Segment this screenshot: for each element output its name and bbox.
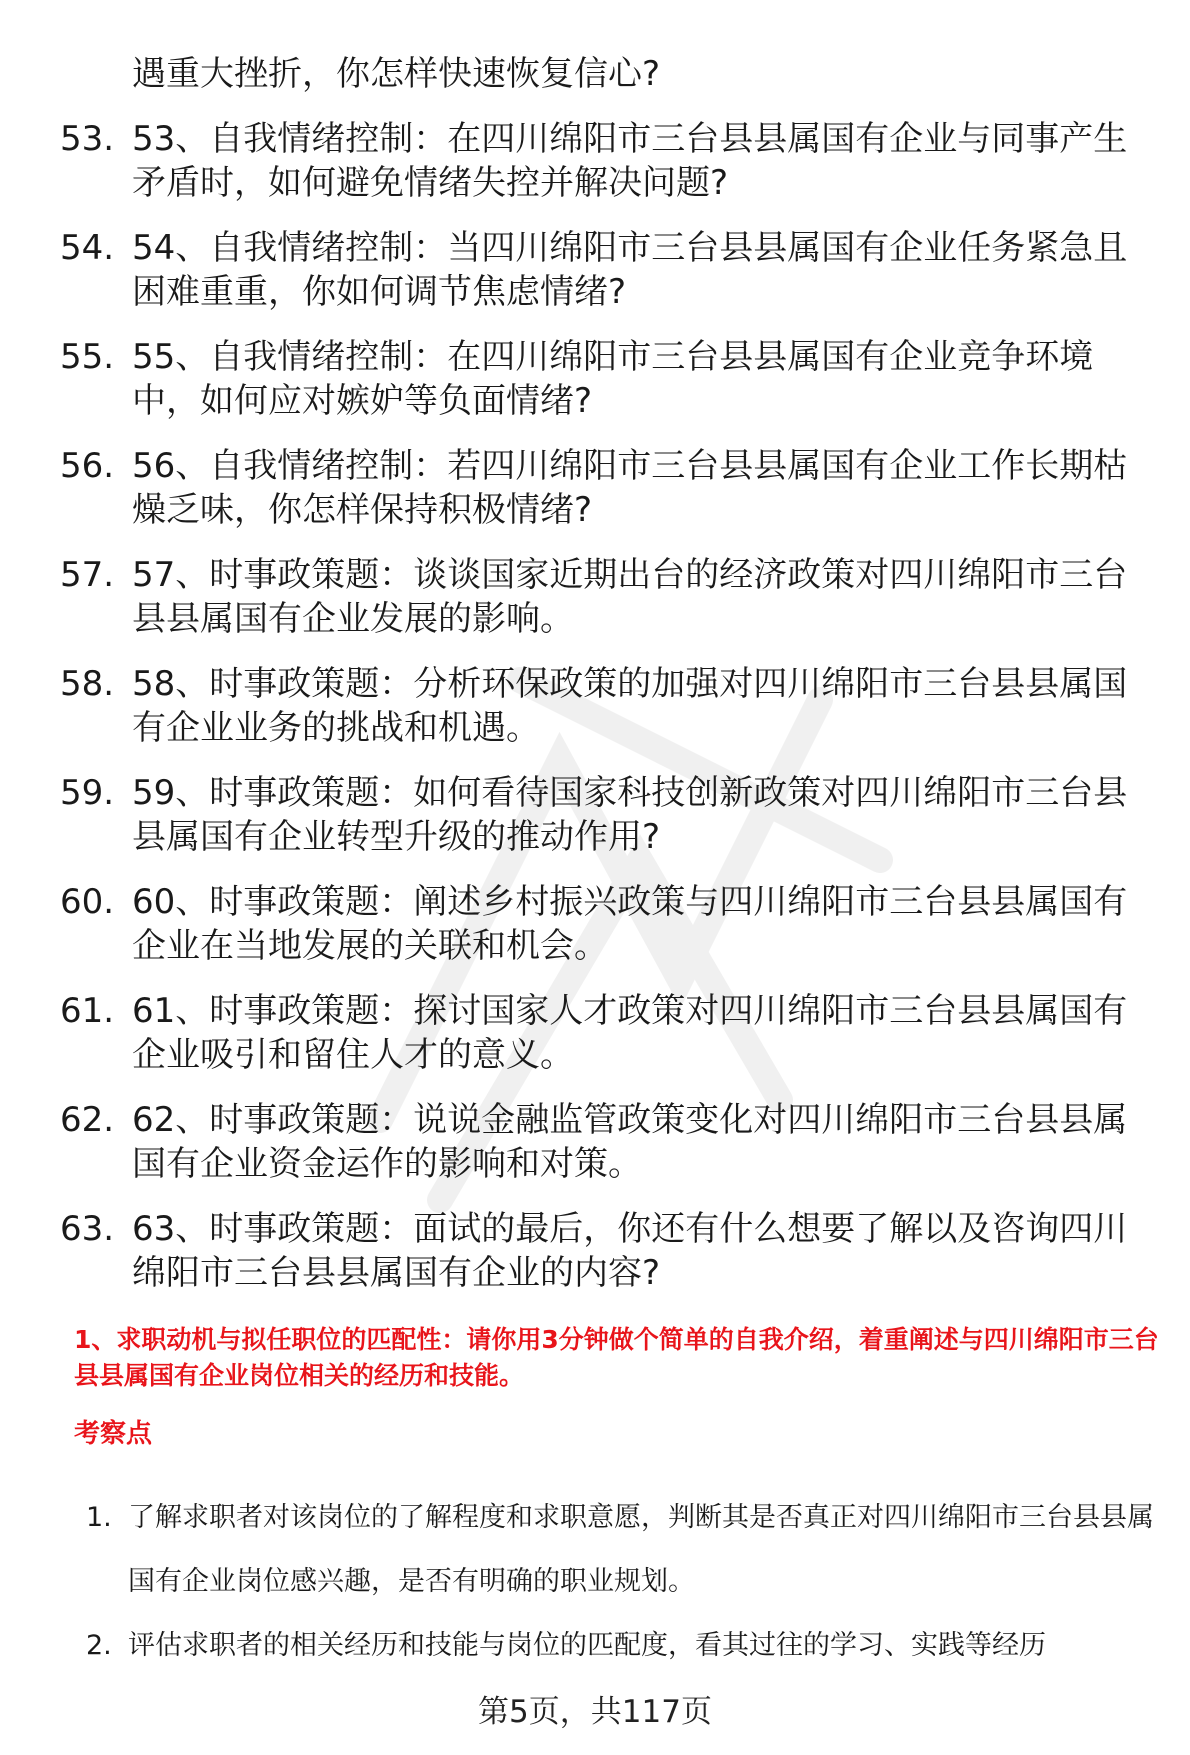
assessment-points-label: 考察点 [74, 1419, 153, 1449]
question-text: 60、时事政策题：阐述乡村振兴政策与四川绵阳市三台县县属国有企业在当地发展的关联和机会。 [132, 882, 1128, 966]
question-text: 57、时事政策题：谈谈国家近期出台的经济政策对四川绵阳市三台县县属国有企业发展的影响。 [132, 555, 1128, 639]
assessment-point-number: 2. [86, 1630, 112, 1661]
assessment-point [86, 1486, 1156, 1614]
assessment-points-list [86, 1486, 1156, 1678]
question-item [60, 1207, 1160, 1295]
question-item [60, 226, 1160, 314]
assessment-point-text: 了解求职者对该岗位的了解程度和求职意愿，判断其是否真正对四川绵阳市三台县县属国有企业岗位感兴趣，是否有明确的职业规划。 [128, 1502, 1154, 1597]
question-item [60, 1098, 1160, 1186]
question-text: 63、时事政策题：面试的最后，你还有什么想要了解以及咨询四川绵阳市三台县县属国有企业的内容? [132, 1209, 1128, 1293]
question-item [60, 771, 1160, 859]
question-item [60, 117, 1160, 205]
question-item [60, 880, 1160, 968]
question-number: 61. [60, 991, 115, 1031]
question-text: 53、自我情绪控制：在四川绵阳市三台县县属国有企业与同事产生矛盾时，如何避免情绪失控并解决问题? [132, 119, 1128, 203]
question-text: 54、自我情绪控制：当四川绵阳市三台县县属国有企业任务紧急且困难重重，你如何调节焦虑情绪? [132, 228, 1128, 312]
question-text: 58、时事政策题：分析环保政策的加强对四川绵阳市三台县县属国有企业业务的挑战和机遇。 [132, 664, 1128, 748]
question-number: 54. [60, 228, 115, 268]
question-list [60, 52, 1160, 1316]
question-item [60, 444, 1160, 532]
question-number: 56. [60, 446, 115, 486]
question-number: 58. [60, 664, 115, 704]
question-number: 60. [60, 882, 115, 922]
answer-section-title: 1、求职动机与拟任职位的匹配性：请你用3分钟做个简单的自我介绍，着重阐述与四川绵阳市三台县县属国有企业岗位相关的经历和技能。 [74, 1325, 1159, 1390]
question-text: 56、自我情绪控制：若四川绵阳市三台县县属国有企业工作长期枯燥乏味，你怎样保持积极情绪? [132, 446, 1128, 530]
question-item [60, 52, 1160, 96]
page-footer: 第5页，共117页 [478, 1694, 712, 1730]
question-number: 53. [60, 119, 115, 159]
question-text: 55、自我情绪控制：在四川绵阳市三台县县属国有企业竞争环境中，如何应对嫉妒等负面情绪? [132, 337, 1094, 421]
question-number: 62. [60, 1100, 115, 1140]
question-number: 63. [60, 1209, 115, 1249]
question-item [60, 553, 1160, 641]
question-number: 55. [60, 337, 115, 377]
question-item [60, 335, 1160, 423]
question-item [60, 662, 1160, 750]
assessment-point-text: 评估求职者的相关经历和技能与岗位的匹配度，看其过往的学习、实践等经历 [128, 1630, 1046, 1661]
assessment-point-number: 1. [86, 1502, 112, 1533]
question-text: 遇重大挫折，你怎样快速恢复信心? [132, 54, 661, 94]
question-item [60, 989, 1160, 1077]
question-number: 59. [60, 773, 115, 813]
question-text: 59、时事政策题：如何看待国家科技创新政策对四川绵阳市三台县县属国有企业转型升级的推动作用? [132, 773, 1128, 857]
assessment-point [86, 1614, 1156, 1678]
question-number: 57. [60, 555, 115, 595]
question-text: 62、时事政策题：说说金融监管政策变化对四川绵阳市三台县县属国有企业资金运作的影响和对策。 [132, 1100, 1128, 1184]
question-text: 61、时事政策题：探讨国家人才政策对四川绵阳市三台县县属国有企业吸引和留住人才的意义。 [132, 991, 1128, 1075]
